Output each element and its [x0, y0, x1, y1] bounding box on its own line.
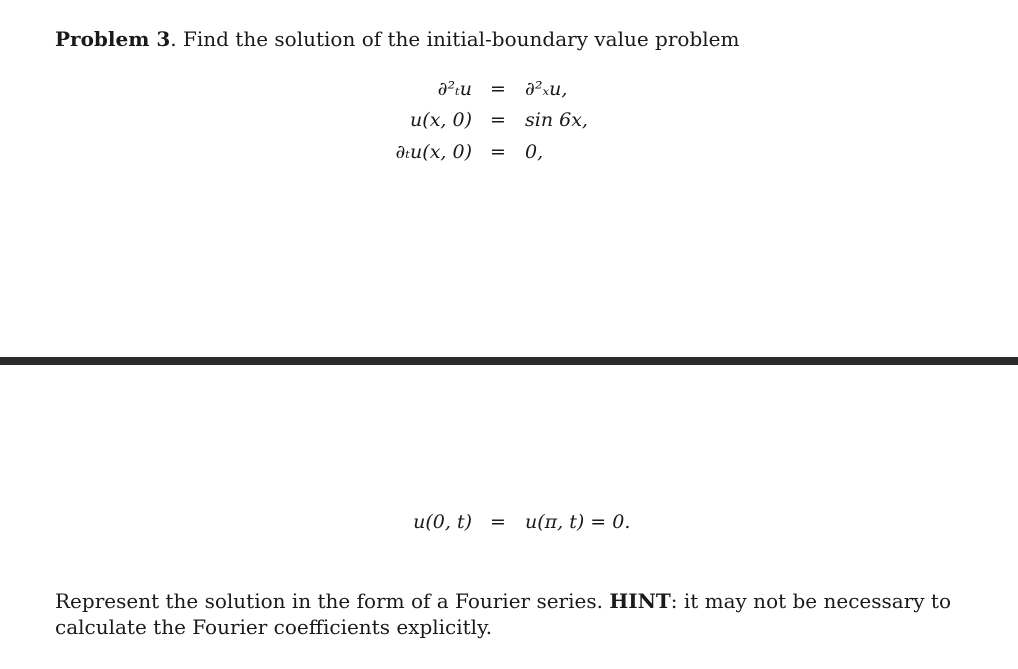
- equation-lhs: u(x, 0): [410, 109, 472, 131]
- problem-label: Problem 3: [55, 27, 171, 51]
- equation-row-initial-velocity: [0, 136, 1018, 168]
- instructions-text: Represent the solution in the form of a Fourier series.: [55, 589, 610, 613]
- equation-lhs: ∂ₜu(x, 0): [395, 141, 472, 163]
- equation-rhs: 0,: [525, 141, 544, 163]
- equation-row-initial-displacement: [0, 104, 1018, 136]
- equation-rhs: sin 6x,: [525, 109, 588, 131]
- equation-relation: =: [490, 511, 506, 533]
- hint-text: : it may not be necessary to calculate the Fourier coefficients explicitly.: [55, 589, 951, 639]
- equation-rhs: u(π, t) = 0.: [525, 511, 631, 533]
- hint-label: HINT: [609, 589, 671, 613]
- equation-relation: =: [490, 78, 506, 100]
- equation-row-pde: [0, 73, 1018, 105]
- equation-row-boundary-condition: [0, 506, 1018, 538]
- instructions-paragraph: [55, 588, 985, 640]
- equation-relation: =: [490, 109, 506, 131]
- equation-lhs: u(0, t): [413, 511, 472, 533]
- problem-text: . Find the solution of the initial-boundary value problem: [170, 27, 740, 51]
- equation-lhs: ∂²ₜu: [437, 78, 472, 100]
- equation-relation: =: [490, 141, 506, 163]
- problem-statement: [55, 26, 739, 52]
- section-divider: [0, 357, 1018, 365]
- equation-rhs: ∂²ₓu,: [525, 78, 568, 100]
